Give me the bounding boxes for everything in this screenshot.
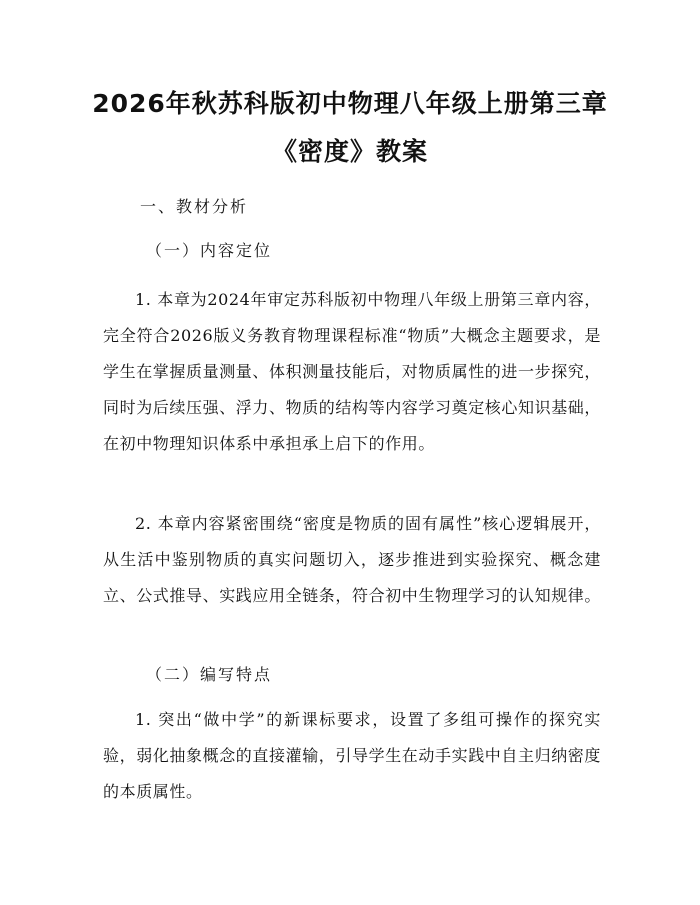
document-title-line-2: 《密度》教案	[271, 137, 428, 166]
paragraph-content-positioning-2: 2. 本章内容紧密围绕“密度是物质的固有属性”核心逻辑展开，从生活中鉴别物质的真实问题切入，逐步推进到实验探究、概念建立、公式推导、实践应用全链条，符合初中生物理学习的认知规律。	[103, 514, 602, 605]
paragraph-writing-features-1: 1. 突出“做中学”的新课标要求，设置了多组可操作的探究实验，弱化抽象概念的直接灌输，引导学生在动手实践中自主归纳密度的本质属性。	[103, 710, 602, 801]
subsection-heading-content-positioning: （一）内容定位	[146, 241, 273, 260]
section-heading-textbook-analysis: 一、教材分析	[140, 197, 249, 216]
paragraph-content-positioning-1: 1. 本章为2024年审定苏科版初中物理八年级上册第三章内容，完全符合2026版义务教育物理课程标准“物质”大概念主题要求，是学生在掌握质量测量、体积测量技能后，对物质属性的进一步探究，同时为后续压强、浮力、物质的结构等内容学习奠定核心知识基础，在初中物理知识体系中承担承上启下的作用。	[103, 290, 602, 453]
document-title-line-1: 2026年秋苏科版初中物理八年级上册第三章	[92, 89, 608, 118]
subsection-heading-writing-features: （二）编写特点	[146, 665, 273, 684]
